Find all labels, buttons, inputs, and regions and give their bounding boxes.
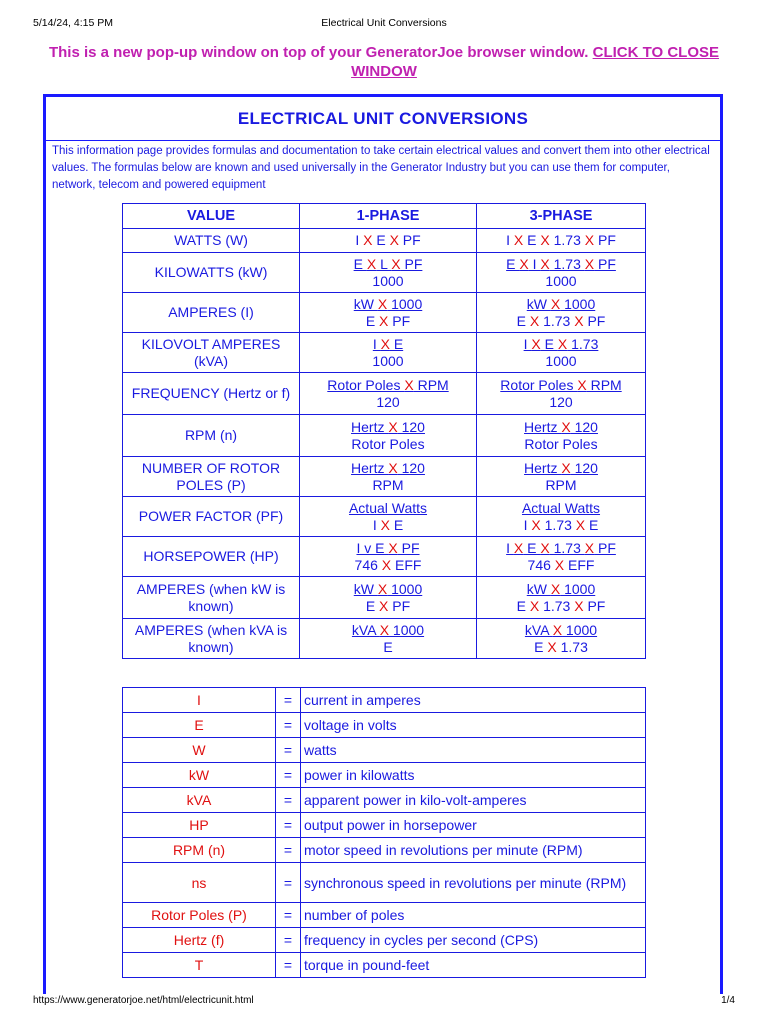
multiply-operator: X: [550, 295, 561, 312]
formula-3-phase-cell: [477, 537, 646, 577]
formula-denominator: 120: [376, 393, 400, 410]
formula-1-phase-cell: [300, 577, 477, 619]
legend-equals: =: [276, 928, 301, 953]
formula-denominator: 746 X EFF: [354, 556, 422, 573]
conversion-value-cell: AMPERES (when kW is known): [123, 577, 300, 619]
conversion-value-cell: HORSEPOWER (HP): [123, 537, 300, 577]
close-window-link[interactable]: CLICK TO CLOSE WINDOW: [351, 44, 720, 80]
conversion-value-cell: FREQUENCY (Hertz or f): [123, 373, 300, 415]
multiply-operator: X: [531, 516, 541, 533]
conversion-value-cell: NUMBER OF ROTOR POLES (P): [123, 457, 300, 497]
multiply-operator: X: [380, 335, 390, 352]
legend-row: [123, 838, 646, 863]
formula-denominator: E: [383, 638, 393, 655]
formula-numerator: Hertz X 120: [524, 418, 598, 435]
multiply-operator: X: [377, 580, 388, 597]
multiply-operator: X: [577, 376, 587, 393]
print-header: [0, 0, 768, 40]
multiply-operator: X: [529, 597, 540, 614]
conversion-value-cell: KILOVOLT AMPERES (kVA): [123, 333, 300, 373]
formula-3-phase-cell: [477, 577, 646, 619]
formula-numerator: I v E X PF: [356, 539, 420, 556]
legend-definition: torque in pound-feet: [301, 953, 646, 978]
formula-3-phase-cell: [477, 619, 646, 659]
conversion-header-row: [123, 204, 646, 229]
multiply-operator: X: [379, 621, 390, 638]
multiply-operator: X: [513, 232, 524, 248]
multiply-operator: X: [531, 335, 541, 352]
legend-symbol: Rotor Poles (P): [123, 903, 276, 928]
legend-row: [123, 953, 646, 978]
legend-definition: watts: [301, 738, 646, 763]
multiply-operator: X: [584, 539, 595, 556]
conversion-value-cell: RPM (n): [123, 415, 300, 457]
formula-numerator: I X E X 1.73: [523, 335, 599, 352]
conversion-value-cell: WATTS (W): [123, 229, 300, 253]
multiply-operator: X: [554, 556, 565, 573]
conversion-table: [122, 203, 646, 659]
formula-3-phase-cell: [477, 229, 646, 253]
multiply-operator: X: [366, 255, 377, 272]
legend-equals: =: [276, 953, 301, 978]
formula-3-phase-cell: [477, 293, 646, 333]
legend-definition: synchronous speed in revolutions per minute (RPM): [301, 863, 646, 903]
legend-definition: frequency in cycles per second (CPS): [301, 928, 646, 953]
formula-denominator: 1000: [372, 272, 404, 289]
conversion-value-cell: AMPERES (when kVA is known): [123, 619, 300, 659]
multiply-operator: X: [584, 255, 595, 272]
formula-1-phase-cell: [300, 415, 477, 457]
multiply-operator: X: [391, 255, 401, 272]
conversion-row: [123, 497, 646, 537]
formula-1-phase-cell: [300, 537, 477, 577]
formula-3-phase-cell: [477, 253, 646, 293]
multiply-operator: X: [540, 232, 550, 248]
formula-numerator: Rotor Poles X RPM: [327, 376, 449, 393]
formula-denominator: 1000: [372, 352, 404, 369]
formula-numerator: I X E: [372, 335, 404, 352]
formula-1-phase-cell: [300, 293, 477, 333]
formula-numerator: E X L X PF: [353, 255, 423, 272]
formula-denominator: 746 X EFF: [527, 556, 595, 573]
formula-denominator: RPM: [545, 476, 577, 493]
formula-denominator: I X 1.73 X E: [523, 516, 599, 533]
legend-equals: =: [276, 863, 301, 903]
legend-row: [123, 713, 646, 738]
multiply-operator: X: [550, 580, 561, 597]
legend-equals: =: [276, 688, 301, 713]
legend-definition: current in amperes: [301, 688, 646, 713]
legend-symbol: HP: [123, 813, 276, 838]
formula-1-phase-cell: [300, 373, 477, 415]
header-3-phase: 3-PHASE: [477, 204, 646, 229]
formula-1-phase-cell: [300, 333, 477, 373]
legend-symbol: kW: [123, 763, 276, 788]
formula-numerator: kVA X 1000: [351, 621, 425, 638]
conversion-row: [123, 293, 646, 333]
multiply-operator: X: [574, 597, 584, 614]
formula-denominator: E X PF: [365, 597, 411, 614]
conversion-row: [123, 253, 646, 293]
legend-equals: =: [276, 713, 301, 738]
multiply-operator: X: [513, 539, 524, 556]
page-heading: ELECTRICAL UNIT CONVERSIONS: [46, 97, 720, 141]
legend-table: [122, 687, 646, 978]
formula-denominator: E X 1.73 X PF: [516, 597, 606, 614]
multiply-operator: X: [561, 418, 571, 435]
multiply-operator: X: [561, 459, 571, 476]
formula-numerator: kW X 1000: [353, 295, 423, 312]
legend-row: [123, 863, 646, 903]
page-url: https://www.generatorjoe.net/html/electricunit.html: [33, 995, 254, 1006]
legend-row: [123, 738, 646, 763]
print-page-title: Electrical Unit Conversions: [321, 17, 447, 29]
conversion-row: [123, 229, 646, 253]
multiply-operator: X: [388, 539, 398, 556]
legend-row: [123, 903, 646, 928]
conversion-row: [123, 577, 646, 619]
conversion-row: [123, 537, 646, 577]
legend-equals: =: [276, 738, 301, 763]
legend-row: [123, 763, 646, 788]
conversion-value-cell: KILOWATTS (kW): [123, 253, 300, 293]
conversion-row: [123, 333, 646, 373]
legend-symbol: RPM (n): [123, 838, 276, 863]
formula-numerator: kVA X 1000: [524, 621, 598, 638]
multiply-operator: X: [540, 539, 550, 556]
legend-symbol: T: [123, 953, 276, 978]
legend-row: [123, 688, 646, 713]
formula-3-phase-cell: [477, 457, 646, 497]
formula-1-phase-cell: [300, 229, 477, 253]
multiply-operator: X: [575, 516, 586, 533]
formula-denominator: RPM: [372, 476, 404, 493]
formula-1-phase-cell: [300, 497, 477, 537]
legend-definition: power in kilowatts: [301, 763, 646, 788]
formula-3-phase-cell: [477, 415, 646, 457]
formula-numerator: E X I X 1.73 X PF: [506, 255, 616, 272]
formula-numerator: Hertz X 120: [351, 459, 425, 476]
multiply-operator: X: [363, 232, 373, 248]
conversion-row: [123, 373, 646, 415]
multiply-operator: X: [389, 232, 399, 248]
formula-numerator: Hertz X 120: [524, 459, 598, 476]
print-datetime: 5/14/24, 4:15 PM: [33, 17, 113, 29]
multiply-operator: X: [552, 621, 563, 638]
conversion-value-cell: AMPERES (I): [123, 293, 300, 333]
header-value: VALUE: [123, 204, 300, 229]
popup-notice: [33, 43, 735, 81]
legend-equals: =: [276, 788, 301, 813]
legend-equals: =: [276, 763, 301, 788]
popup-text: This is a new pop-up window on top of your GeneratorJoe browser window.: [48, 44, 589, 61]
formula-numerator: I X E X 1.73 X PF: [506, 539, 616, 556]
multiply-operator: X: [540, 255, 550, 272]
formula-numerator: kW X 1000: [353, 580, 423, 597]
page-number: 1/4: [721, 995, 735, 1006]
formula-numerator: kW X 1000: [526, 580, 596, 597]
header-1-phase: 1-PHASE: [300, 204, 477, 229]
intro-paragraph: This information page provides formulas and documentation to take certain electrical values and convert them into other electrical values. The formulas below are known and used universally in the Generator Industry but you can use them for computer, network, telecom and powered equipment: [52, 145, 710, 191]
legend-symbol: W: [123, 738, 276, 763]
multiply-operator: X: [379, 597, 389, 614]
multiply-operator: X: [377, 295, 388, 312]
multiply-operator: X: [381, 556, 392, 573]
legend-symbol: E: [123, 713, 276, 738]
legend-definition: motor speed in revolutions per minute (RPM): [301, 838, 646, 863]
legend-equals: =: [276, 813, 301, 838]
multiply-operator: X: [380, 516, 390, 533]
formula-numerator: I X E X 1.73 X PF: [506, 232, 616, 248]
legend-equals: =: [276, 838, 301, 863]
multiply-operator: X: [404, 376, 414, 393]
multiply-operator: X: [574, 312, 584, 329]
legend-row: [123, 813, 646, 838]
legend-symbol: kVA: [123, 788, 276, 813]
multiply-operator: X: [379, 312, 389, 329]
formula-numerator: Actual Watts: [348, 499, 428, 516]
legend-symbol: I: [123, 688, 276, 713]
formula-denominator: I X E: [372, 516, 404, 533]
conversion-row: [123, 457, 646, 497]
legend-definition: output power in horsepower: [301, 813, 646, 838]
formula-numerator: I X E X PF: [355, 232, 421, 248]
formula-denominator: 1000: [545, 272, 577, 289]
multiply-operator: X: [388, 418, 398, 435]
multiply-operator: X: [529, 312, 540, 329]
formula-denominator: E X PF: [365, 312, 411, 329]
formula-1-phase-cell: [300, 619, 477, 659]
formula-numerator: kW X 1000: [526, 295, 596, 312]
legend-symbol: ns: [123, 863, 276, 903]
formula-numerator: Hertz X 120: [351, 418, 425, 435]
formula-3-phase-cell: [477, 373, 646, 415]
conversion-row: [123, 415, 646, 457]
legend-row: [123, 788, 646, 813]
multiply-operator: X: [584, 232, 595, 248]
formula-denominator: Rotor Poles: [524, 435, 598, 452]
multiply-operator: X: [388, 459, 398, 476]
multiply-operator: X: [519, 255, 529, 272]
legend-definition: apparent power in kilo-volt-amperes: [301, 788, 646, 813]
formula-numerator: Actual Watts: [521, 499, 601, 516]
formula-1-phase-cell: [300, 253, 477, 293]
legend-definition: number of poles: [301, 903, 646, 928]
formula-denominator: E X 1.73 X PF: [516, 312, 606, 329]
conversion-row: [123, 619, 646, 659]
formula-denominator: Rotor Poles: [351, 435, 425, 452]
formula-3-phase-cell: [477, 333, 646, 373]
legend-symbol: Hertz (f): [123, 928, 276, 953]
formula-3-phase-cell: [477, 497, 646, 537]
formula-1-phase-cell: [300, 457, 477, 497]
formula-numerator: Rotor Poles X RPM: [500, 376, 622, 393]
legend-row: [123, 928, 646, 953]
legend-equals: =: [276, 903, 301, 928]
formula-denominator: E X 1.73: [534, 638, 588, 655]
multiply-operator: X: [557, 335, 568, 352]
legend-definition: voltage in volts: [301, 713, 646, 738]
formula-denominator: 1000: [545, 352, 577, 369]
multiply-operator: X: [547, 638, 557, 655]
formula-denominator: 120: [549, 393, 573, 410]
conversion-value-cell: POWER FACTOR (PF): [123, 497, 300, 537]
